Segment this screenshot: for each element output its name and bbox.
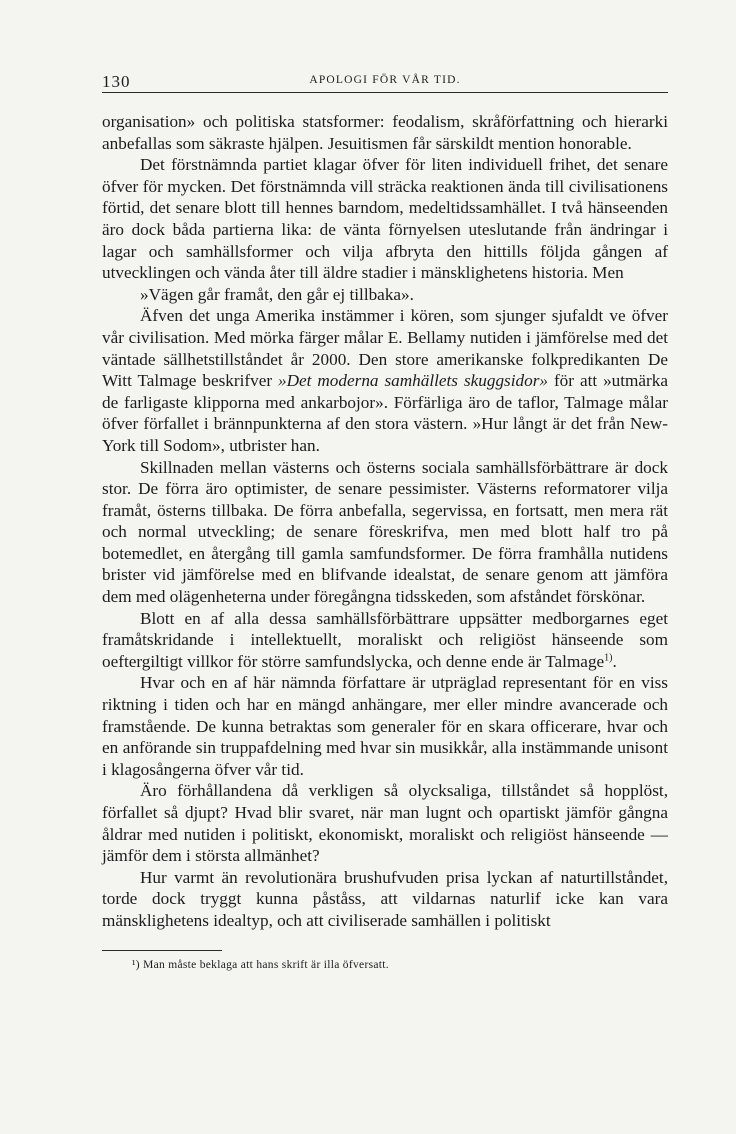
book-page [102, 70, 668, 971]
text-run: för att »utmärka de farligaste klipporna med ankarbojor». Förfärliga äro de taflor, Talmage målar öfver förfallet i brännpunkterna af den stora västern. »Hur långt är det från New-York till Sodom», utbrister han. [102, 371, 668, 455]
running-title: APOLOGI FÖR VÅR TID. [309, 74, 461, 86]
footnote [102, 959, 668, 971]
paragraph [102, 305, 668, 456]
body-text [102, 111, 668, 932]
paragraph: »Vägen går framåt, den går ej tillbaka». [140, 284, 414, 304]
footnote-reference[interactable]: 1) [604, 652, 613, 664]
text-run: Äfven det unga Amerika instämmer i kören, som sjunger sjufaldt ve öfver vår civilisation. Med mörka färger målar E. Bellamy nutiden i jämförelse med det väntade sällhetstillståndet år 2000. Den store amerikanske folkpredikanten De Witt Talmage beskrifver [102, 306, 668, 391]
paragraph: Hvar och en af här nämnda författare är utpräglad representant för en viss riktning i tiden och har en mängd anhängare, mer eller mindre avancerade och framstående. De kunna betraktas som generaler för en skara officerare, hvar och en anförande sin truppafdelning med hvar sin musikkår, alla instämmande unisont i klagosångerna öfver vår tid. [102, 673, 668, 779]
page-header [102, 70, 668, 93]
paragraph: organisation» och politiska statsformer: feodalism, skråförfattning och hierarki anbefallas som säkraste hjälpen. Jesuitismen får särskildt mention honorable. [102, 112, 668, 153]
footnote-text: Man måste beklaga att hans skrift är illa öfversatt. [143, 958, 389, 971]
paragraph: Skillnaden mellan västerns och österns sociala samhällsförbättrare är dock stor. De förra äro optimister, de senare pessimister. Västerns reformatorer vilja framåt, österns tillbaka. De förra anbefalla, segervissa, en fortsatt, men mera rät och normal utveckling; de senare föreskrifva, men med blott half tro på botemedlet, en återgång till gamla samfundsformer. De förra framhålla nutidens brister vid jämförelse med en blifvande idealstat, de senare genom att jämföra dem med olägenheterna under föregångna tidsskeden, som afståndet förskönar. [102, 457, 668, 607]
page-number: 130 [102, 72, 131, 91]
paragraph: Äro förhållandena då verkligen så olycksaliga, tillståndet så hopplöst, förfallet så djupt? Hvad blir svaret, när man lugnt och opartiskt jämför gångna åldrar med nutiden i politiskt, ekonomiskt, moraliskt och religiöst hänseende — jämför dem i största allmänhet? [102, 781, 668, 866]
text-run: Blott en af alla dessa samhällsförbättrare uppsätter medborgarnes eget framåtskridande i intellektuellt, moraliskt och religiöst hänseende som oeftergiltigt villkor för större samfundslycka, och denne ende är Talmage [102, 608, 668, 671]
footnote-divider [102, 950, 222, 951]
book-title: »Det moderna samhällets skuggsidor» [278, 371, 548, 391]
paragraph [102, 608, 668, 673]
footnote-marker: ¹) [132, 958, 140, 971]
paragraph: Det förstnämnda partiet klagar öfver för liten individuell frihet, det senare öfver för mycken. Det förstnämnda vill sträcka reaktionen ända till civilisationens förtid, det senare blott till hennes barndom, medeltidssamhället. I två hänseenden äro dock båda partierna lika: de vänta förnyelsen uteslutande från ändringar i lagar och samhällsformer och vilja afbryta den hittills följda gången af utvecklingen och vända åter till äldre stadier i mänsklighetens historia. Men [102, 155, 668, 283]
text-run: . [612, 651, 617, 671]
paragraph: Hur varmt än revolutionära brushufvuden prisa lyckan af naturtillståndet, torde dock tryggt kunna påståss, att vildarnas naturlif icke kan vara mänsklighetens idealtyp, och att civiliserade samhällen i politiskt [102, 867, 668, 930]
